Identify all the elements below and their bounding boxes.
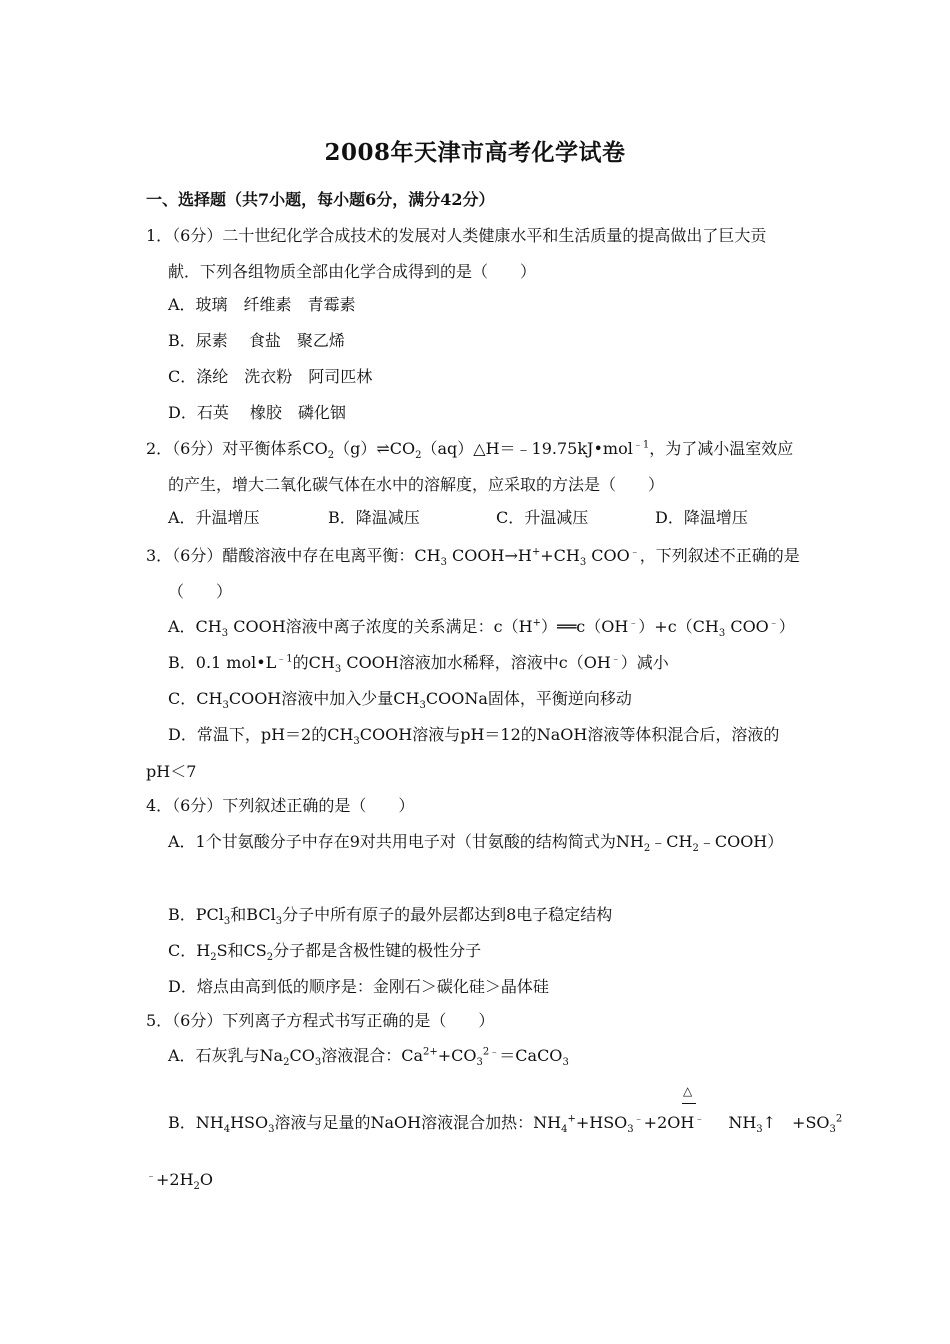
q4-option-a: A．1个甘氨酸分子中存在9对共用电子对（甘氨酸的结构简式为$NH_2﹣CH_2﹣COOH$） <box>168 832 784 855</box>
q2-option-c: C．升温减压 <box>496 508 589 527</box>
q5-stem: 5．（6分）下列离子方程式书写正确的是（ ） <box>146 1011 495 1030</box>
q1-option-d: D．石英 橡胶 磷化铟 <box>168 403 346 422</box>
section-heading: 一、选择题（共7小题，每小题6分，满分42分） <box>146 190 495 209</box>
q4-option-d: D．熔点由高到低的顺序是：金刚石＞碳化硅＞晶体硅 <box>168 977 549 996</box>
q1-stem-line2: 献．下列各组物质全部由化学合成得到的是（ ） <box>168 262 537 281</box>
q3-option-d-continued: pH＜7 <box>146 762 197 781</box>
q2-option-b: B．降温减压 <box>328 508 420 527</box>
q2-stem-line1: 2．（6分）对平衡体系$CO_2(g)\rightleftharpoons CO_2(aq)\triangle H=﹣19.75kJ•mol^{﹣1}$，为了减小温室效应 <box>146 439 794 462</box>
q2-option-d: D．降温增压 <box>655 508 748 527</box>
q4-option-c: C．$H_2S$和$CS_2$分子都是含极性键的极性分子 <box>168 941 482 964</box>
q5-option-b: B．$NH_4HSO_3$溶液与足量的NaOH溶液混合加热：$NH_4^++HSO_3^﹣+2OH^﹣$ $NH_3↑$ $+SO_3^2$ <box>168 1113 843 1136</box>
q3-option-c: C．$CH_3COOH$溶液中加入少量$CH_3COONa$固体，平衡逆向移动 <box>168 689 632 712</box>
q5-option-b-continued: $^﹣+2H_2O$ <box>146 1170 214 1193</box>
page-title: 2008年天津市高考化学试卷 <box>324 139 626 166</box>
q3-stem-line2: （ ） <box>168 582 233 601</box>
q3-option-d: D．常温下，pH＝2的$CH_3COOH$溶液与pH＝12的NaOH溶液等体积混合后，溶液的 <box>168 725 780 748</box>
q2-stem-line2: 的产生，增大二氧化碳气体在水中的溶解度，应采取的方法是（ ） <box>168 475 665 494</box>
q3-option-a: A．$CH_3$ COOH溶液中离子浓度的关系满足：$c(H^+)══c(OH^﹣)+c(CH_3$ COO﹣） <box>168 617 795 640</box>
q1-option-a: A．玻璃 纤维素 青霉素 <box>168 295 356 314</box>
q5-option-a: A．石灰乳与$Na_2CO_3$溶液混合：$Ca^{2+}+CO_3^{2﹣}=CaCO_3$ <box>168 1046 569 1069</box>
reaction-condition-bar <box>682 1103 696 1104</box>
q4-stem: 4．（6分）下列叙述正确的是（ ） <box>146 796 415 815</box>
q1-stem-line1: 1．（6分）二十世纪化学合成技术的发展对人类健康水平和生活质量的提高做出了巨大贡 <box>146 226 767 245</box>
q2-option-a: A．升温增压 <box>168 508 260 527</box>
q1-option-c: C．涤纶 洗衣粉 阿司匹林 <box>168 367 373 386</box>
q3-stem-line1: 3．（6分）醋酸溶液中存在电离平衡：$CH_3$ $COOH\to H^++CH_3$ COO﹣，下列叙述不正确的是 <box>146 546 800 569</box>
q4-option-b: B．PCl$_3$和BCl$_3$分子中所有原子的最外层都达到8电子稳定结构 <box>168 905 613 928</box>
q1-option-b: B．尿素 食盐 聚乙烯 <box>168 331 345 350</box>
q3-option-b: B．0.1 $mol•L^{﹣1}$的$CH_3$ COOH溶液加水稀释，溶液中c（OH﹣）减小 <box>168 653 669 676</box>
heat-delta-symbol: △ <box>683 1084 693 1098</box>
